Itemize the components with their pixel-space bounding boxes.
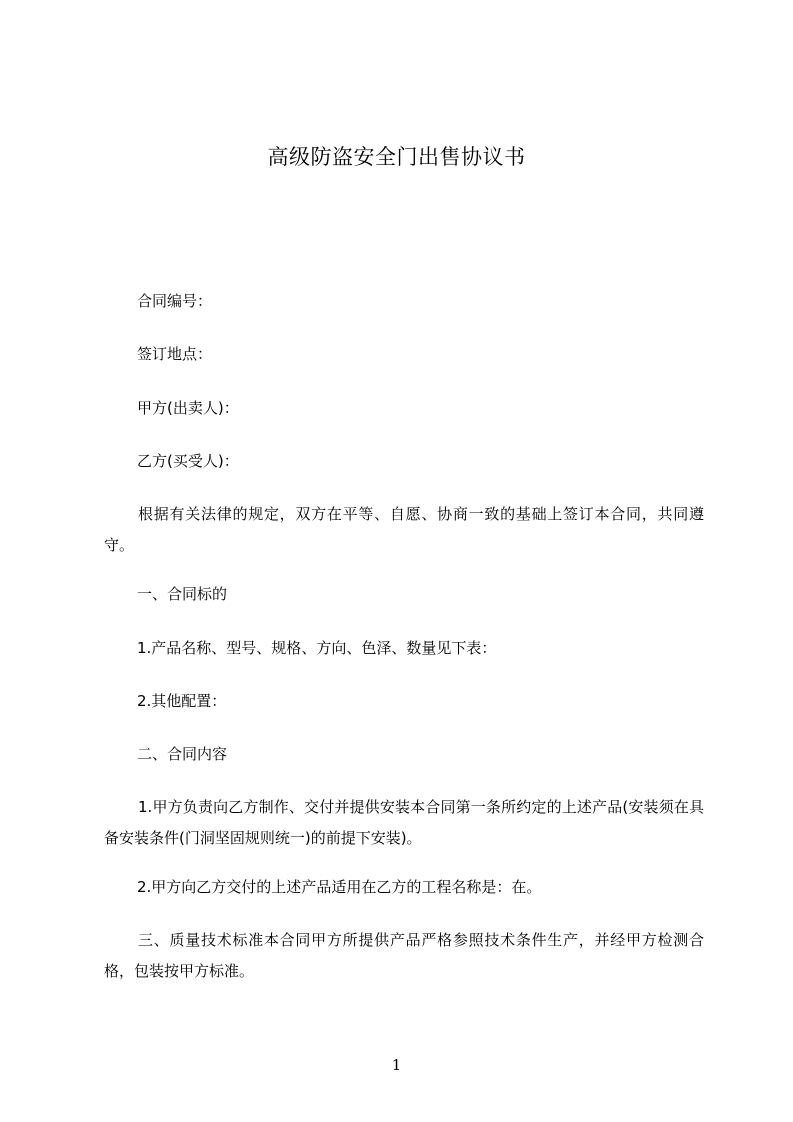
- party-b-field: 乙方(买受人)：: [137, 452, 239, 470]
- party-a-field: 甲方(出卖人)：: [137, 399, 239, 417]
- section-1-item-1: 1.产品名称、型号、规格、方向、色泽、数量见下表：: [137, 639, 497, 657]
- intro-paragraph: 根据有关法律的规定，双方在平等、自愿、协商一致的基础上签订本合同，共同遵守。: [104, 505, 704, 554]
- section-1-item-2: 2.其他配置：: [137, 692, 227, 710]
- section-3-paragraph: 三、质量技术标准本合同甲方所提供产品严格参照技术条件生产，并经甲方检测合格，包装按甲方标准。: [104, 931, 704, 980]
- section-2-item-1: 1.甲方负责向乙方制作、交付并提供安装本合同第一条所约定的上述产品(安装须在具备安装条件(门洞坚固规则统一)的前提下安装)。: [104, 798, 704, 847]
- section-1-heading: 一、合同标的: [137, 585, 228, 603]
- document-title: 高级防盗安全门出售协议书: [267, 145, 526, 169]
- sign-place-field: 签订地点：: [137, 345, 213, 363]
- section-2-heading: 二、合同内容: [137, 745, 228, 763]
- contract-number-field: 合同编号：: [137, 292, 213, 310]
- section-2-item-2: 2.甲方向乙方交付的上述产品适用在乙方的工程名称是：在。: [137, 878, 542, 896]
- page-number: 1: [391, 1056, 402, 1074]
